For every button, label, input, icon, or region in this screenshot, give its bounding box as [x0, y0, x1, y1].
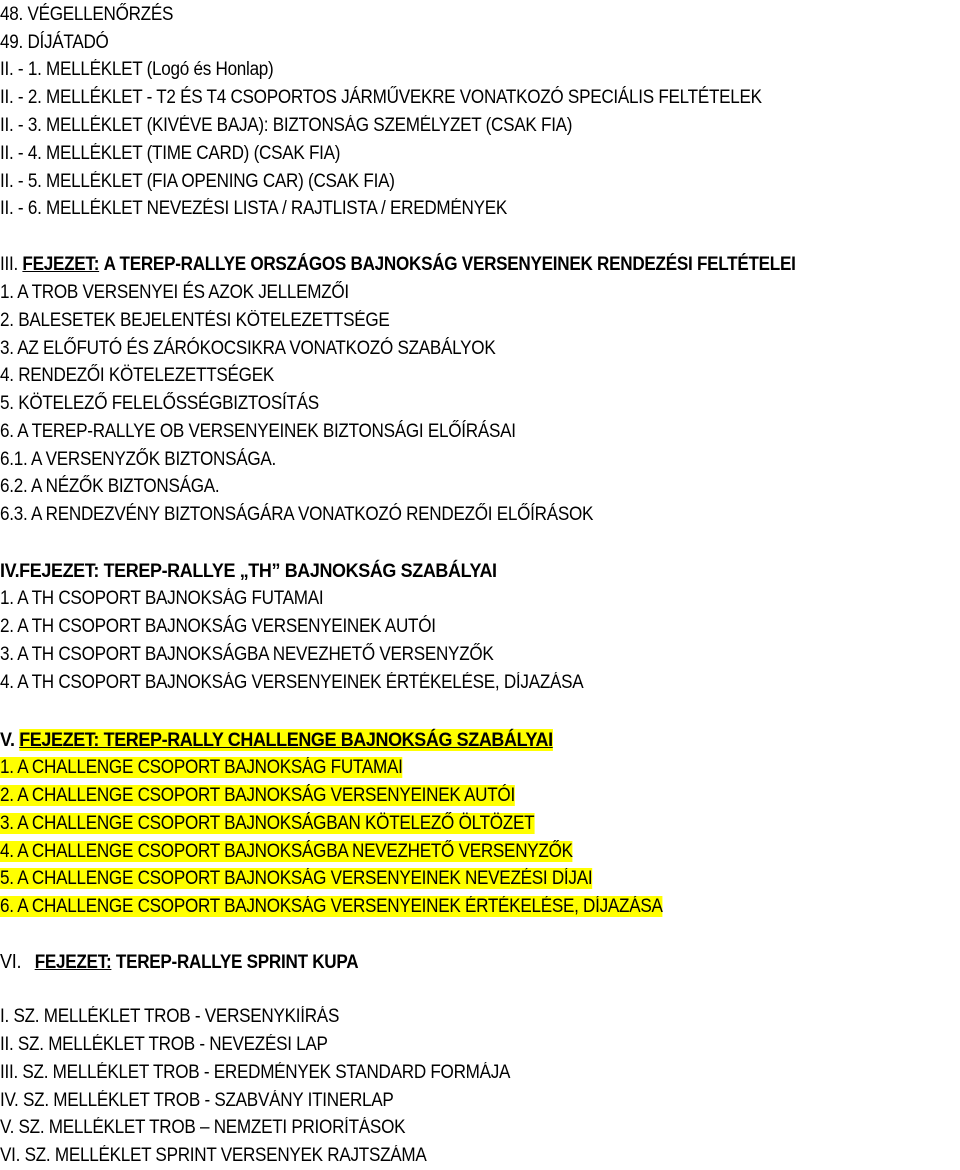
chapter-4-heading: IV.FEJEZET: TEREP-RALLYE „TH” BAJNOKSÁG SZABÁLYAI [0, 560, 497, 582]
chapter-4-item-3: 3. A TH CSOPORT BAJNOKSÁGBA NEVEZHETŐ VERSENYZŐK [0, 644, 494, 665]
appendix-1: I. SZ. MELLÉKLET TROB - VERSENYKIÍRÁS [0, 1006, 340, 1027]
chapter-5-item-1-text: 1. A CHALLENGE CSOPORT BAJNOKSÁG FUTAMAI [0, 757, 403, 778]
chapter-3-item-6: 6. A TEREP-RALLYE OB VERSENYEINEK BIZTONSÁGI ELŐÍRÁSAI [0, 421, 516, 442]
chapter-3-item-5: 5. KÖTELEZŐ FELELŐSSÉGBIZTOSÍTÁS [0, 393, 319, 414]
chapter-5-prefix: V. [0, 729, 15, 751]
chapter-6-prefix: VI. [0, 951, 22, 973]
chapter-3-item-4: 4. RENDEZŐI KÖTELEZETTSÉGEK [0, 365, 274, 386]
toc-entry-49: 49. DÍJÁTADÓ [0, 32, 109, 53]
chapter-5-item-5-text: 5. A CHALLENGE CSOPORT BAJNOKSÁG VERSENYEINEK NEVEZÉSI DÍJAI [0, 868, 593, 889]
chapter-3-item-6-2: 6.2. A NÉZŐK BIZTONSÁGA. [0, 476, 220, 497]
toc-entry-annex-2-5: II. - 5. MELLÉKLET (FIA OPENING CAR) (CSAK FIA) [0, 171, 395, 192]
toc-entry-annex-2-3: II. - 3. MELLÉKLET (KIVÉVE BAJA): BIZTONSÁG SZEMÉLYZET (CSAK FIA) [0, 115, 573, 136]
chapter-5-item-6 [0, 894, 663, 920]
chapter-5-item-2-text: 2. A CHALLENGE CSOPORT BAJNOKSÁG VERSENYEINEK AUTÓI [0, 785, 515, 806]
toc-entry-annex-2-1: II. - 1. MELLÉKLET (Logó és Honlap) [0, 59, 274, 80]
toc-entry-annex-2-4: II. - 4. MELLÉKLET (TIME CARD) (CSAK FIA) [0, 143, 341, 164]
chapter-3-item-3: 3. AZ ELŐFUTÓ ÉS ZÁRÓKOCSIKRA VONATKOZÓ SZABÁLYOK [0, 338, 496, 359]
toc-entry-annex-2-2: II. - 2. MELLÉKLET - T2 ÉS T4 CSOPORTOS JÁRMŰVEKRE VONATKOZÓ SPECIÁLIS FELTÉTELEK [0, 87, 762, 108]
appendix-5: V. SZ. MELLÉKLET TROB – NEMZETI PRIORÍTÁSOK [0, 1117, 406, 1138]
chapter-3-item-6-3: 6.3. A RENDEZVÉNY BIZTONSÁGÁRA VONATKOZÓ RENDEZŐI ELŐÍRÁSOK [0, 504, 594, 525]
chapter-3-item-6-1: 6.1. A VERSENYZŐK BIZTONSÁGA. [0, 449, 277, 470]
chapter-3-prefix: III. [0, 254, 18, 275]
chapter-3-item-1: 1. A TROB VERSENYEI ÉS AZOK JELLEMZŐI [0, 282, 349, 303]
chapter-3-item-2: 2. BALESETEK BEJELENTÉSI KÖTELEZETTSÉGE [0, 310, 390, 331]
chapter-5-item-4-text: 4. A CHALLENGE CSOPORT BAJNOKSÁGBA NEVEZHETŐ VERSENYZŐK [0, 841, 573, 862]
chapter-5-item-4 [0, 839, 573, 865]
chapter-5-item-5 [0, 866, 592, 892]
appendix-4: IV. SZ. MELLÉKLET TROB - SZABVÁNY ITINERLAP [0, 1090, 394, 1111]
chapter-4-item-4: 4. A TH CSOPORT BAJNOKSÁG VERSENYEINEK ÉRTÉKELÉSE, DÍJAZÁSA [0, 672, 584, 693]
chapter-5-item-3-text: 3. A CHALLENGE CSOPORT BAJNOKSÁGBAN KÖTELEZŐ ÖLTÖZET [0, 813, 535, 834]
appendix-2: II. SZ. MELLÉKLET TROB - NEVEZÉSI LAP [0, 1034, 328, 1055]
chapter-5-title: FEJEZET: TEREP-RALLY CHALLENGE BAJNOKSÁG SZABÁLYAI [19, 729, 553, 751]
chapter-5-heading [0, 727, 553, 753]
chapter-5-item-1 [0, 755, 403, 781]
chapter-6-keyword: FEJEZET: [34, 952, 112, 973]
appendix-6: VI. SZ. MELLÉKLET SPRINT VERSENYEK RAJTSZÁMA [0, 1145, 427, 1166]
chapter-3-keyword: FEJEZET: [22, 254, 100, 275]
appendix-3: III. SZ. MELLÉKLET TROB - EREDMÉNYEK STANDARD FORMÁJA [0, 1062, 511, 1083]
toc-entry-48: 48. VÉGELLENŐRZÉS [0, 4, 174, 25]
chapter-3-heading [0, 252, 796, 278]
chapter-3-title: A TEREP-RALLYE ORSZÁGOS BAJNOKSÁG VERSENYEINEK RENDEZÉSI FELTÉTELEI [103, 254, 796, 275]
chapter-4-item-2: 2. A TH CSOPORT BAJNOKSÁG VERSENYEINEK AUTÓI [0, 616, 436, 637]
toc-entry-annex-2-6: II. - 6. MELLÉKLET NEVEZÉSI LISTA / RAJTLISTA / EREDMÉNYEK [0, 198, 508, 219]
chapter-5-item-6-text: 6. A CHALLENGE CSOPORT BAJNOKSÁG VERSENYEINEK ÉRTÉKELÉSE, DÍJAZÁSA [0, 896, 663, 917]
chapter-6-title: TEREP-RALLYE SPRINT KUPA [115, 952, 359, 973]
chapter-5-item-3 [0, 811, 534, 837]
chapter-5-item-2 [0, 783, 515, 809]
chapter-6-heading [0, 949, 358, 975]
chapter-4-item-1: 1. A TH CSOPORT BAJNOKSÁG FUTAMAI [0, 588, 324, 609]
